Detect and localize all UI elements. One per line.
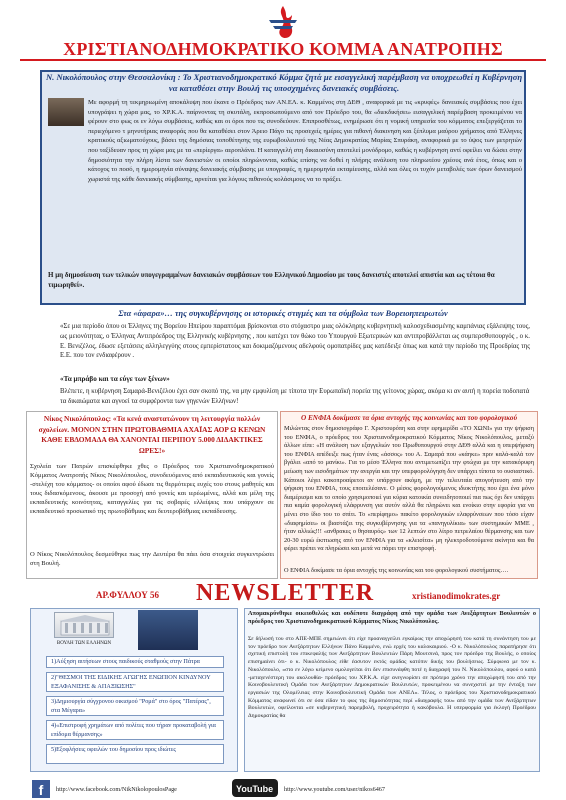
- article-closing-epirus: Βλέπετε, η κυβέρνηση Σαμαρά-Βενιζέλου έχει σαν σκοπό της, να μην εμφυλίση με τίποτα την Ευρωπαϊκή πορεία της γείτονος χώρας, ακόμα κι αν αυτή η πορεία ποδοπατά τα δικαιώματα και αγνοεί τα συμφέροντα των γηγενών Ελλήνων!: [60, 388, 530, 405]
- president-photo: [48, 98, 84, 126]
- issue-number: ΑΡ.ΦΥΛΛΟΥ 56: [96, 590, 159, 600]
- article-headline-epirus: Στα «άφαρα»… της συγκυβέρνησης οι ιστορικές στιγμές και τα σύμβολα των Βορειοηπειρωτών: [118, 309, 448, 318]
- mp-speaking-photo: [138, 610, 198, 650]
- flame-logo-icon: [263, 2, 303, 42]
- newsletter-title: NEWSLETTER: [196, 580, 375, 606]
- parliament-label: ΒΟΥΛΗ ΤΩΝ ΕΛΛΗΝΩΝ: [56, 641, 112, 646]
- parliament-news-headline: Απομακρύνθηκε οικειοθελώς και ουδέποτε διαγράφη από την ομάδα των Ανεξάρτητων Βουλευτών ο πρόεδρος του Χριστιανοδημοκρατικού Κόμματος Νίκος Νικολόπουλος.: [248, 610, 536, 626]
- website-link[interactable]: xristianodimokrates.gr: [412, 591, 501, 601]
- article-body-schools: Σχολεία των Πατρών επισκέφθηκε χθες ο Πρόεδρος του Χριστιανοδημοκρατικού Κόμματος Ανατροπής Νίκος Νικολόπουλος, συνοδευόμενος από εκπαιδευτικούς και γονείς -στελέχη του κόμματος- οι οποίοι αφού έδωσε τις θερμότερες ευχές του στους μαθητές και τους διδασκόμενους, άκουσε με προσοχή από γονείς και ιερέωμένες, αλλά και μέλη της εκπαιδευτικής κοινότητας, καταγγελίες για τις σοβαρές ελλείψεις που υπάρχουν σε εκπαιδευτικό προσωπικό της πρωτοβάθμιας και δευτεροβάθμιας εκπαίδευσης.: [30, 463, 274, 516]
- article-body-loans: Με αφορμή τη τεκμηριωμένη αποκάλυψη που έκανε ο Πρόεδρος των ΑΝ.ΕΛ. κ. Καμμένος στη ΔΕΘ , αναφορικά με τις «κρυφές» δανειακές συμβάσεις που έχει υπογράψει η χώρα μας, το ΧΡ.Κ.Α. παίρνοντας τη σκυτάλη, εκπροσωπούμενο από τον Πρόεδρο του, θα «διεκδικήσει» εισαγγελική παρέμβαση προκειμένου να φέρουν στο φως οι εν λόγω συμβάσεις, καθώς και οι όροι που τις συνοδεύουν. Επιπροσθέτως, ενημέρωσε ότι η νομική υπηρεσία του κόμματος επεξεργάζεται το περιεχόμενο τ μηνυτήριας αναφοράς που θα καταθέσει στον Άρειο Πάγο τις προσεχείς ημέρες για πιθανή διακινηση και ξέπλυμα μαύρου χρήματος από Έλληνες κρατικούς αξιωματούχους, βάσει της δημόσιας τοποθέτησης της ευρωβουλευτού της Νέας Δημοκρατίας Μαρίας Σπυράκη, αναφορικά με το ύψος των μετρητών που ταξίδευαν προς τη χώρα μας με τα «περίεργα» αεροπλάνα. Η καταγγελή στη δικαιοσύνη αποτελεί μονόδρομο, καθώς η κυβέρνηση αντί οφείλει να δώσει στην δημοσιότητα την πλήρη λίστα των δανειστών οι οποίοι πληρώνονται, καθώς επίσης να δοθεί η πλήρης ανάλυση του πληρωτέου χρέους ανά έτος, όπως και ο κάτοχος το ποσό, η ημερομηνία σύναψης δανειακής σύμβασης με υπογραφές, η ημερομηνία εκταμίευσης, αλλά και όλες οι τυχόν μεταβολές των όρων δανεισμού χωριστά της κάθε δανειακής σύμβασης, αρνείται για λόγους πιθανούς κολάσιμους να το πράξει.: [88, 99, 522, 183]
- article-closing-enfia: Ο ΕΝΦΙΑ δοκίμασε τα όρια αντοχής της κοινωνίας και του φορολογικού συστήματος….: [284, 567, 509, 574]
- article-quote-epirus: «Τα μπράβο και τα εύγε των ξένων»: [60, 375, 170, 383]
- facebook-icon[interactable]: f: [32, 780, 50, 798]
- youtube-icon[interactable]: [232, 778, 278, 798]
- article-headline-loans: Ν. Νικολόπουλος στην Θεσσαλονίκη : Το Χριστιανοδημοκρατικό Κόμμα ζητά με εισαγγελική παρέμβαση να υποχρεωθεί η Κυβέρνηση να καταθέσει στην Βουλή τις υποσχημένες δανειακές συμβάσεις.: [45, 72, 523, 93]
- article-body-epirus: «Σε μια περίοδο όπου οι Έλληνες της Βορείου Ηπείρου παραπτόμαι βρίσκονται στο στόχαστρο μιας ολόκληρης κυβερνητική καλοσχεδιασμένης καμπάνιας εξάλειψης τους, ως μειονότητας, ο Έλληνας Αντιπρόεδρος της Ελληνικής κυβέρνησης , που κατέχει τον θώκο του Υπουργού Εξωτερικών και αντιπροβάλλεται ως συμπερσθυπουργός , ο κ. Ε. Βενιζέλος, έδωσε εξετάσεις αλληλεγγύης στους εμπερίστατους και δοκιμαζόμενους αδελφούς ομοπατρίδες μας κατέδειξε όπως και κατά την περίοδο της Προεδρίας της Ε.Ε. που τον ενδιαφέρουν .: [60, 323, 530, 360]
- parliament-link-3[interactable]: 3)Δημιουργία σύγχρονου οικισμού "Ρομά" στο όρος "Πατέρας", στα Μέγαρα»: [46, 696, 224, 716]
- facebook-link[interactable]: http://www.facebook.com/NikNikolopoulosPage: [56, 786, 177, 793]
- article-body-enfia: Μιλώντας στον δημοσιογράφο Γ. Χριστουρόπη και στην εφημερίδα «ΤΟ ΧΩΝΙ» για την ψήφιση του ΕΝΦΙΑ, ο πρόεδρος του Χριστιανοδημοκρατικού Κόμματος Νίκος Νικολόπουλος, μεταξύ άλλων είπε: «Η ανάλυση των εξαγγελιών του Πρωθυπουργού στην ΔΕΘ αλλά και η υπερψήφιση του ΕΝΦΙΑ απέδειξε πως ήταν ένας «άσσος» του Α. Σαμαρά που «κάηκε» πριν καλά-καλά τον βγάλει «από το μανίκι». Για το μέσο Έλληνα που αντιμετωπίζει την φτώχια με την κατακόρυφη μείωση των εισοδημάτων την ανεργία και την υπερφορολόγηση δεν υπάρχει τίποτα το ουσιαστικό. Κάποιοι λέγει κακοπροαίρετοι αν υπάρχουν ακόμη, με την τελευταία απογοήτευση από την ψήφιση του ΕΝΦΙΑ, τους εποιτελέσανε. Ο μέσος φορολογούμενος ιδιοκτήτης που έχει ένα μόνο διαμέρισμα και το οποίο χρησιμοποιεί για κύρια κατοικία συνειδητοποιεί πια πως όχι δεν υπάρχει πια καμία φορολογική ελάφρυνση για αυτόν αλλά θα πληρώνει και ενοίκιο στην εφορία για να μένει στο ίδιο του το σπίτι. Το «περίφημο» πακέτο φορολογικών ελαφρύνσεων που τόσο είχαν «διαφημίσει» οι βιαστάζει της συγκυβέρνησης για τα «πανηγυλίκια» των συστημικών MME , ήταν αλλιώς!!! «ανθρακες ο θησαυρός» των 12 λεπτών στο λίτρο πετρελαίου θέρμανσης και των 20-30 ευρώ έκπτωσης από τον ΕΝΦΙΑ για τα «κλεισίτα» μη ηλεκτροδοτούμενα ακίνητα και θα φέρει πρέπει να πληρώσει και μετά να πάρει την επιστροφή.: [284, 425, 534, 553]
- parliament-link-1[interactable]: 1)Αύξηση αιτήσεων στους παιδικούς σταθμούς στην Πάτρα: [46, 656, 224, 668]
- party-title: ΧΡΙΣΤΙΑΝΟΔΗΜΟΚΡΑΤΙΚΟ ΚΟΜΜΑ ΑΝΑΤΡΟΠΗΣ: [63, 40, 503, 58]
- parliament-news-body: Σε δήλωσή του στο ΑΠΕ-ΜΠΕ σημειώνει ότι είχε προαναγγείλει εγκαίρως την αποχώρησή του κατά τη συνάντηση του με τον πρόεδρο των Ανεξάρτητων Ελλήνων Πάνο Καμμένο, ενώ ερχές του καλοκαιριού. -Ο κ. Νικολόπουλος παρατήρησε ότι σχετική επιστολή του επικεφαλής των Ανεξάρτητων Βουλευτών Πάρη Μουτσινά, προς τον πρόεδρο της Βουλής, ο οποίος επισημαίνει ότι- ο κ. Νικολόπουλος είθε έασυτον εκτός ομάδας κατόπιν δικής του βουλήσεως. Σύμφωνα με τον κ. Νικολόπουλο, «στο εν λόγω κείμενο ομολογείται ότι δεν επισυνάφθη ποτέ η διαγραφή του Ν. Νικολόπουλου, αφού ο κατά -μεταγενέστερη του ακολουθία- πρόεδρος του ΧΡ.Κ.Α. είχε ανεγνωρίσει σε πρότερο χρόνο την αποχώρησή του από την Κοινοβουλευτική Ομάδα των Ανεξάρτητων Δημοκρατικών Βουλευτών, προκειμένου να συνεχιστεί με την ένταξη των εργασιών της Ολομέλειας στην Κοινοβουλευτική Ομάδα των ΑΝΕΛ». Τέλος, ο πρόεδρος του Χριστιανοδημοκρατικού Κόμματος αναφωνεί ότι σε όσα είδαν το φως της δημοσιότητας περί «διαγραφής του» από την ομάδα των Ανεξάρτητων Βουλευτών, οφείλονται «σε κυβερνητική παρεμβολή, προχειρότητα ή κακόβουλα. Η υπερφορμία για έκλογή Προέδρου Δημοκρατίας θα: [248, 636, 536, 720]
- header-divider: [20, 59, 546, 61]
- parliament-link-2[interactable]: 2)"ΘΕΣΜΟΙ ΤΗΣ ΕΙΔΙΚΗΣ ΑΓΩΓΗΣ ΕΝΩΠΙΟΝ ΚΙΝΔΥΝΟΥ ΕΞΑΦΑΝΙΣΗΣ & ΑΠΑΞΙΩΣΗΣ": [46, 672, 224, 692]
- article-closing-schools: Ο Νίκος Νικολόπουλος δεσμεύθηκε πως την Δευτέρα θα πάει όσα στοιχεία συγκεντρώσει στη Βουλή.: [30, 551, 274, 568]
- parliament-link-4[interactable]: 4)«Επιστροφή χρημάτων από πολίτες που τήραν προκαταβολή για επίδομα θέρμανσης»: [46, 720, 224, 740]
- parliament-building-icon: [54, 612, 114, 638]
- parliament-link-5[interactable]: 5)Εξοφλήσεις οφειλών του δημοσίου προς ιδιώτες: [46, 744, 224, 764]
- youtube-wordmark: YouTube: [236, 784, 274, 794]
- article-headline-schools: Νίκος Νικολόπουλος: «Τα κενά αναστατώνουν τη λειτουργία πολλών σχολείων. ΜΟΝΟΝ ΣΤΗΝ ΠΡΩΤΟΒΑΘΜΙΑ ΑΧΑΪΑΣ ΑΟΡ Ω ΚΕΝΩΝ ΚΑΘΕ ΕΒΔΟΜΑΔΑ ΘΑ ΧΑΝΟΝΤΑΙ ΠΕΡΙΠΟΥ 5.000 ΔΙΔΑΚΤΙΚΕΣ ΩΡΕΣ!»: [38, 414, 266, 455]
- article-headline-enfia: Ο ΕΝΦΙΑ δοκίμασε τα όρια αντοχής της κοινωνίας και του φορολογικού: [300, 414, 518, 422]
- article-highlight-loans: Η μη δημοσίευση των τελικών υπογεγραμμένων δανειακών συμβάσεων του Ελληνικού Δημοσίου με τους δανειστές αποτελεί απιστία και ως τέτοια θα τιμωρηθεί».: [48, 271, 495, 289]
- youtube-link[interactable]: http://www.youtube.com/user/nikos6467: [284, 786, 385, 793]
